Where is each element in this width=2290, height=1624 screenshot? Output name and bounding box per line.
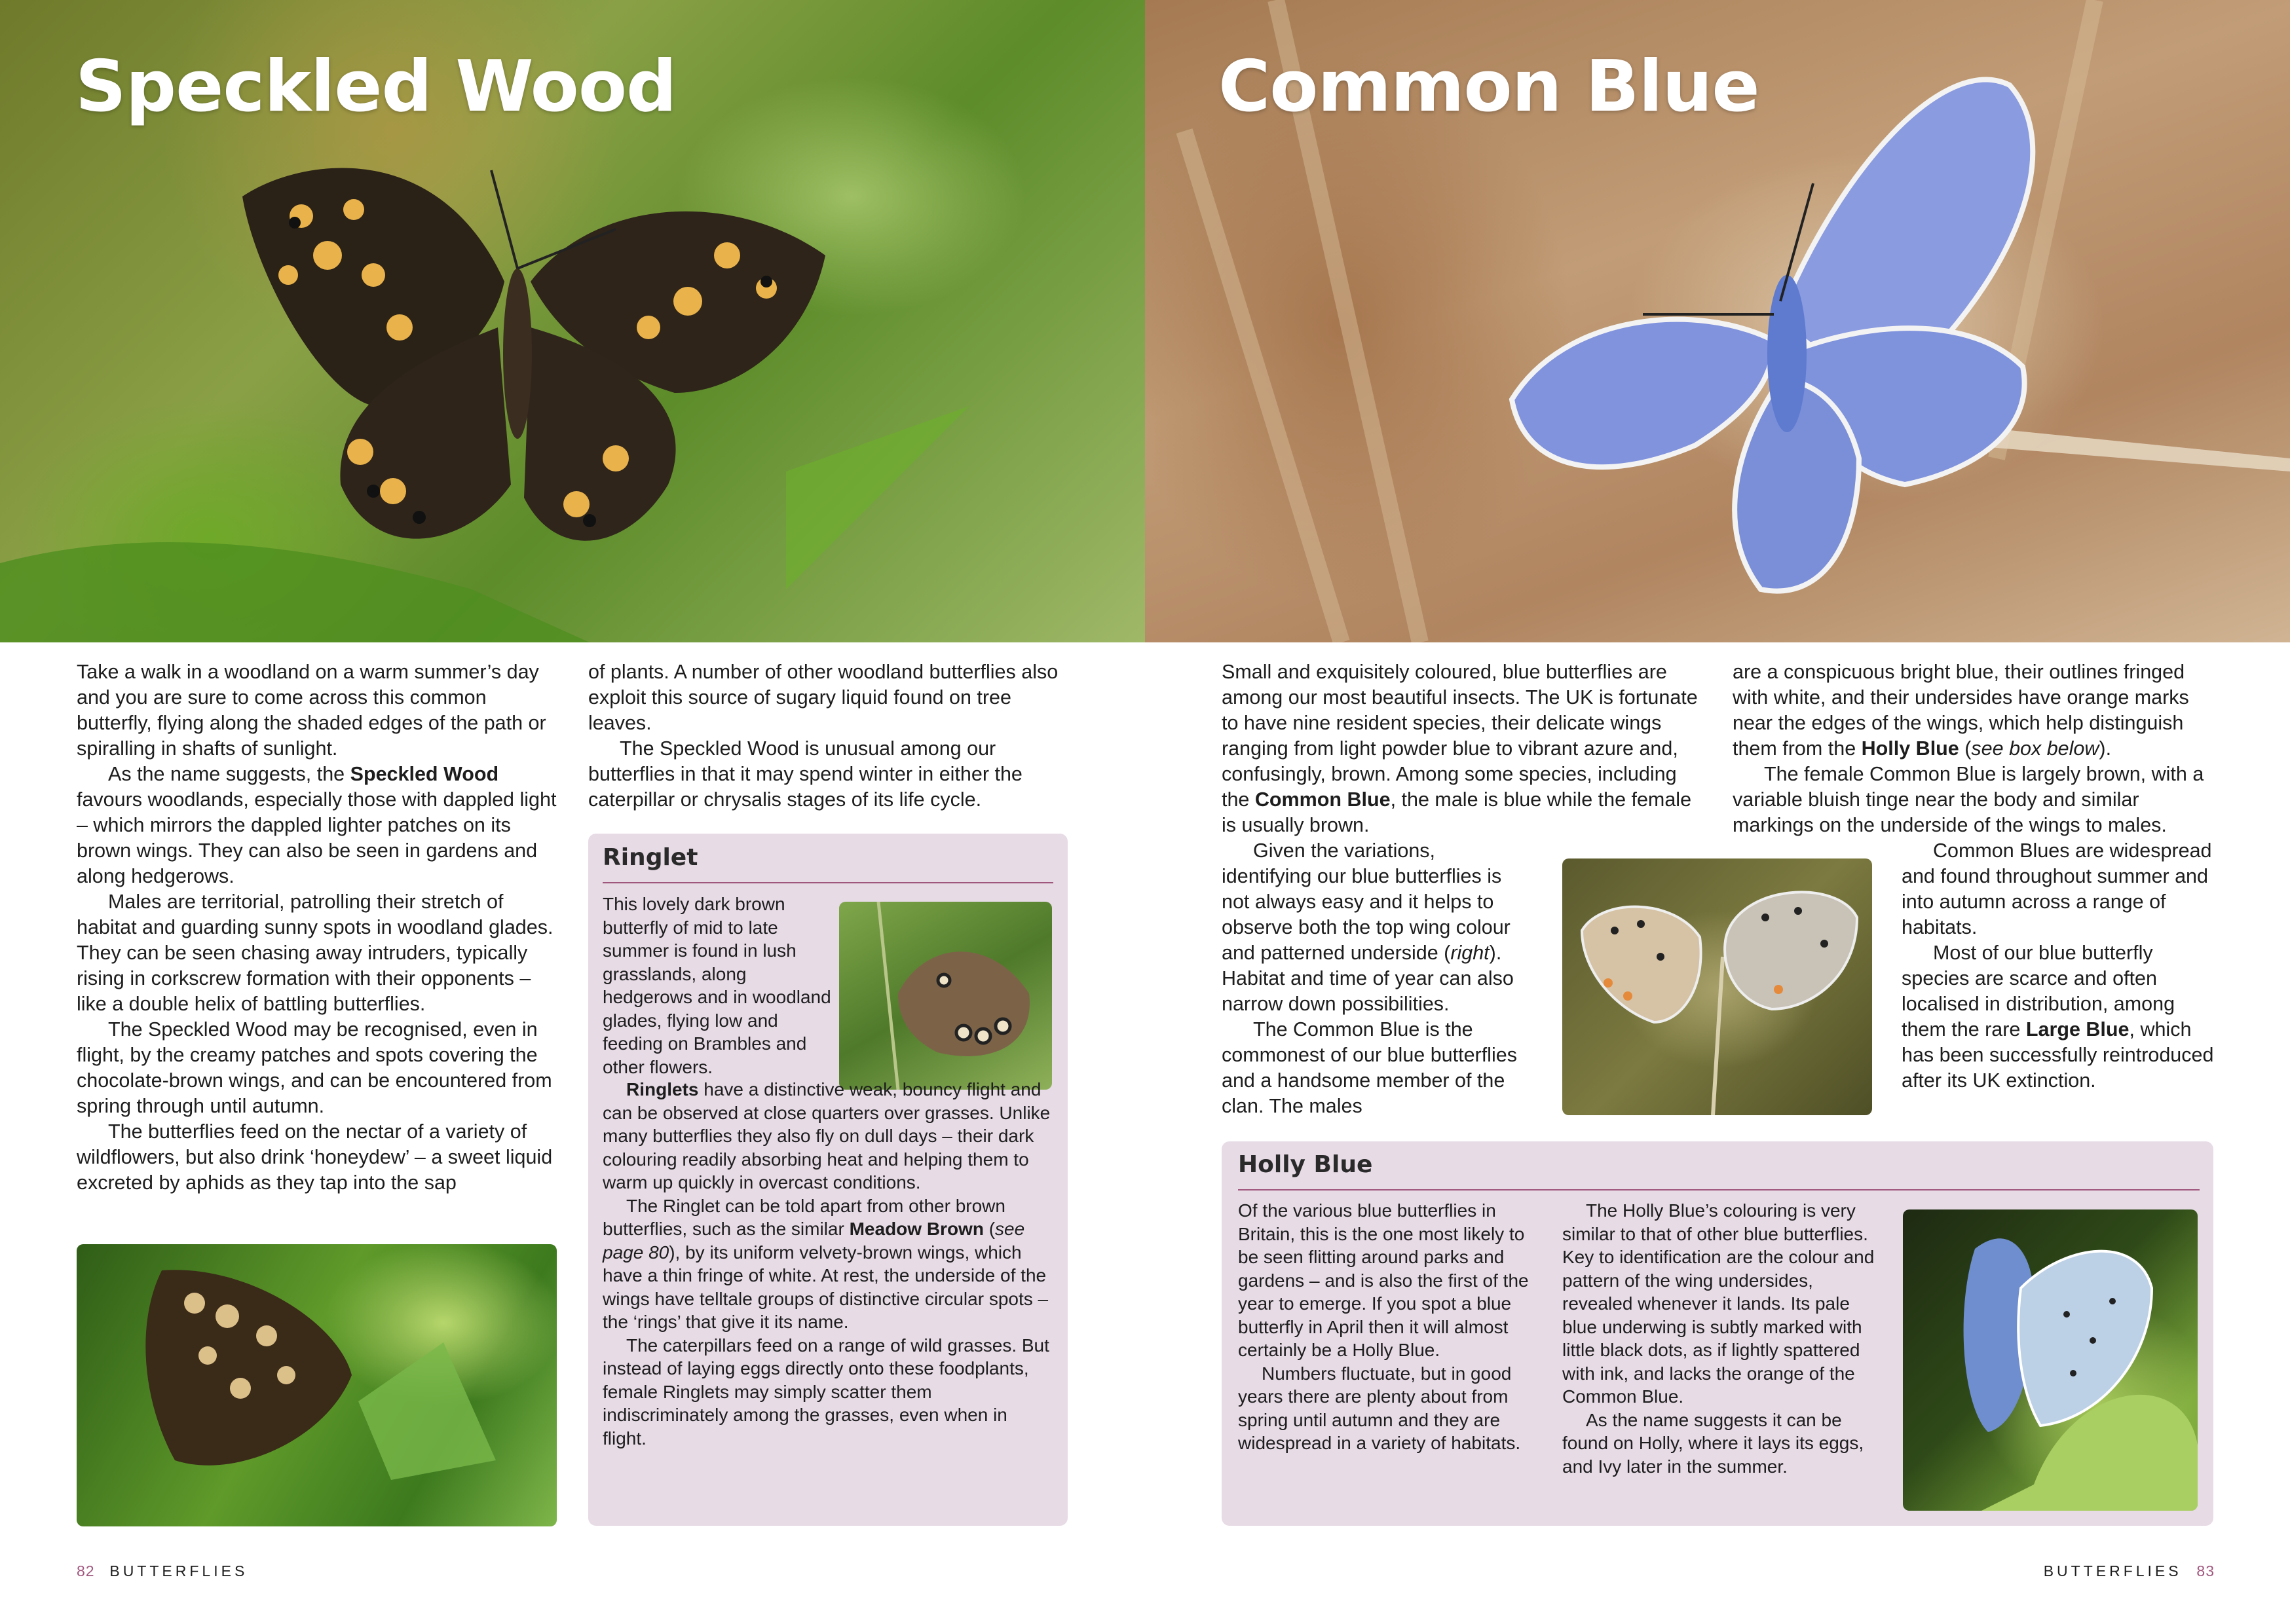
ringlet-text-top — [603, 893, 832, 1079]
box-paragraph: As the name suggests it can be found on Holly, where it lays its eggs, and Ivy later in the summer. — [1562, 1409, 1864, 1477]
body-paragraph: The female Common Blue is largely brown, with a variable bluish tinge near the body and similar markings on the underside of the wings to males. — [1733, 763, 2204, 836]
body-paragraph: The butterflies feed on the nectar of a variety of wildflowers, but also drink ‘honeydew’ – a sweet liquid excreted by aphids as they tap into the sap — [77, 1120, 553, 1194]
section-label: BUTTERFLIES — [2043, 1562, 2182, 1579]
body-paragraph: The Common Blue is the commonest of our blue butterflies and a handsome member of the clan. The males — [1222, 1018, 1517, 1117]
body-paragraph: As the name suggests, the Speckled Wood favours woodlands, especially those with dappled light – which mirrors the dappled lighter patches on its brown wings. They can also be seen in gardens and along hedgerows. — [77, 763, 557, 887]
box-paragraph: The Holly Blue’s colouring is very similar to that of other blue butterflies. Key to identification are the colour and pattern of the wing undersides, revealed whenever it lands. Its pale blue underwing is subtly marked with little black dots, as if lightly spattered with ink, and lacks the orange of the Common Blue. — [1562, 1200, 1875, 1407]
speckled-wood-side-photo — [77, 1244, 557, 1526]
holly-blue-box — [1222, 1141, 2213, 1526]
ringlet-text-bottom — [603, 1078, 1055, 1450]
folio-left — [77, 1562, 248, 1580]
species-name: Ringlets — [626, 1079, 699, 1099]
ringlet-illustration — [839, 902, 1052, 1090]
page-number: 83 — [2196, 1562, 2215, 1579]
common-blue-hero-photo — [1145, 0, 2290, 642]
body-paragraph: of plants. A number of other woodland butterflies also exploit this source of sugary liquid found on tree leaves. — [588, 661, 1059, 734]
body-paragraph: Males are territorial, patrolling their stretch of habitat and guarding sunny spots in woodland glades. They can be seen chasing away intruders, typically rising in corkscrew formation with their opponents – like a double helix of battling butterflies. — [77, 891, 554, 1015]
holly-blue-heading-rule — [1238, 1189, 2200, 1190]
box-paragraph: Ringlets have a distinctive weak, bouncy flight and can be observed at close quarters over grasses. Unlike many butterflies they also fly on dull days – their dark colouring readily absorbing heat and helping them to warm up quickly in overcast conditions. — [603, 1079, 1051, 1192]
folio-right — [2044, 1562, 2215, 1580]
holly-blue-illustration — [1903, 1209, 2198, 1511]
body-paragraph: The Speckled Wood is unusual among our butterflies in that it may spend winter in either the caterpillar or chrysalis stages of its life cycle. — [588, 737, 1023, 811]
box-paragraph: Numbers fluctuate, but in good years there are plenty about from spring until autumn and they are widespread in a variety of habitats. — [1238, 1363, 1521, 1453]
common-blue-column-2 — [1733, 659, 2217, 1094]
page-title-common-blue: Common Blue — [1218, 46, 1759, 128]
body-paragraph: Small and exquisitely coloured, blue butterflies are among our most beautiful insects. The UK is fortunate to have nine resident species, their delicate wings ranging from light powder blue to vibrant azure and, confusingly, brown. Among some species, including the Common Blue, the male is blue while the female is usually brown. — [1222, 661, 1698, 836]
box-paragraph: The caterpillars feed on a range of wild grasses. But instead of laying eggs directly onto these foodplants, female Ringlets may simply scatter them indiscriminately among the grasses, even when in flight. — [603, 1335, 1049, 1449]
body-paragraph: Take a walk in a woodland on a warm summer’s day and you are sure to come across this common butterfly, flying along the shaded edges of the path or spiralling in shafts of sunlight. — [77, 661, 546, 760]
body-paragraph: Given the variations, identifying our blue butterflies is not always easy and it helps to observe both the top wing colour and patterned underside (right). Habitat and time of year can also narrow down possibilities. — [1222, 840, 1514, 1015]
page-reference: see page 80 — [603, 1219, 1025, 1263]
holly-blue-column-2 — [1562, 1199, 1877, 1478]
holly-blue-photo — [1903, 1209, 2198, 1511]
speckled-wood-column-1 — [77, 659, 559, 1196]
ringlet-heading-rule — [603, 882, 1053, 883]
box-paragraph: This lovely dark brown butterfly of mid to late summer is found in lush grasslands, along hedgerows and in woodland glades, flying low and feeding on Brambles and other flowers. — [603, 894, 831, 1077]
species-name: Speckled Wood — [350, 763, 499, 785]
holly-blue-column-1 — [1238, 1199, 1546, 1455]
cross-reference: see box below — [1971, 737, 2099, 760]
section-label: BUTTERFLIES — [109, 1562, 248, 1579]
body-paragraph: are a conspicuous bright blue, their outlines fringed with white, and their undersides have orange marks near the edges of the wings, which help distinguish them from the Holly Blue (see box below). — [1733, 661, 2189, 760]
ringlet-photo — [839, 902, 1052, 1090]
ringlet-box — [588, 834, 1068, 1526]
holly-blue-heading: Holly Blue — [1238, 1151, 1373, 1178]
page-number: 82 — [77, 1562, 95, 1579]
box-paragraph: Of the various blue butterflies in Britain, this is the one most likely to be seen flitting around parks and gardens – and is also the first of the year to emerge. If you spot a blue butterfly in April then it will almost certainly be a Holly Blue. — [1238, 1200, 1529, 1360]
species-name: Common Blue — [1254, 788, 1391, 811]
species-name: Meadow Brown — [849, 1219, 984, 1239]
box-paragraph: The Ringlet can be told apart from other brown butterflies, such as the similar Meadow Brown (see page 80), by its uniform velvety-brown wings, which have a thin fringe of white. At rest, the underside of the wings have telltale groups of distinctive circular spots – the ‘rings’ that give it its name. — [603, 1195, 1049, 1332]
ringlet-heading: Ringlet — [603, 844, 698, 871]
body-paragraph: The Speckled Wood may be recognised, even in flight, by the creamy patches and spots covering the chocolate-brown wings, and can be encountered from spring through until autumn. — [77, 1018, 552, 1117]
species-name: Large Blue — [2025, 1018, 2130, 1041]
speckled-wood-hero-photo — [0, 0, 1145, 642]
speckled-wood-column-2 — [588, 659, 1073, 813]
body-paragraph: Common Blues are widespread and found throughout summer and into autumn across a range of habitats. — [1902, 840, 2212, 938]
species-name: Holly Blue — [1861, 737, 1959, 760]
page-title-speckled-wood: Speckled Wood — [75, 46, 677, 128]
speckled-wood-side-illustration — [77, 1244, 557, 1526]
body-paragraph: Most of our blue butterfly species are scarce and often localised in distribution, among them the rare Large Blue, which has been successfully reintroduced after its UK extinction. — [1902, 942, 2214, 1092]
